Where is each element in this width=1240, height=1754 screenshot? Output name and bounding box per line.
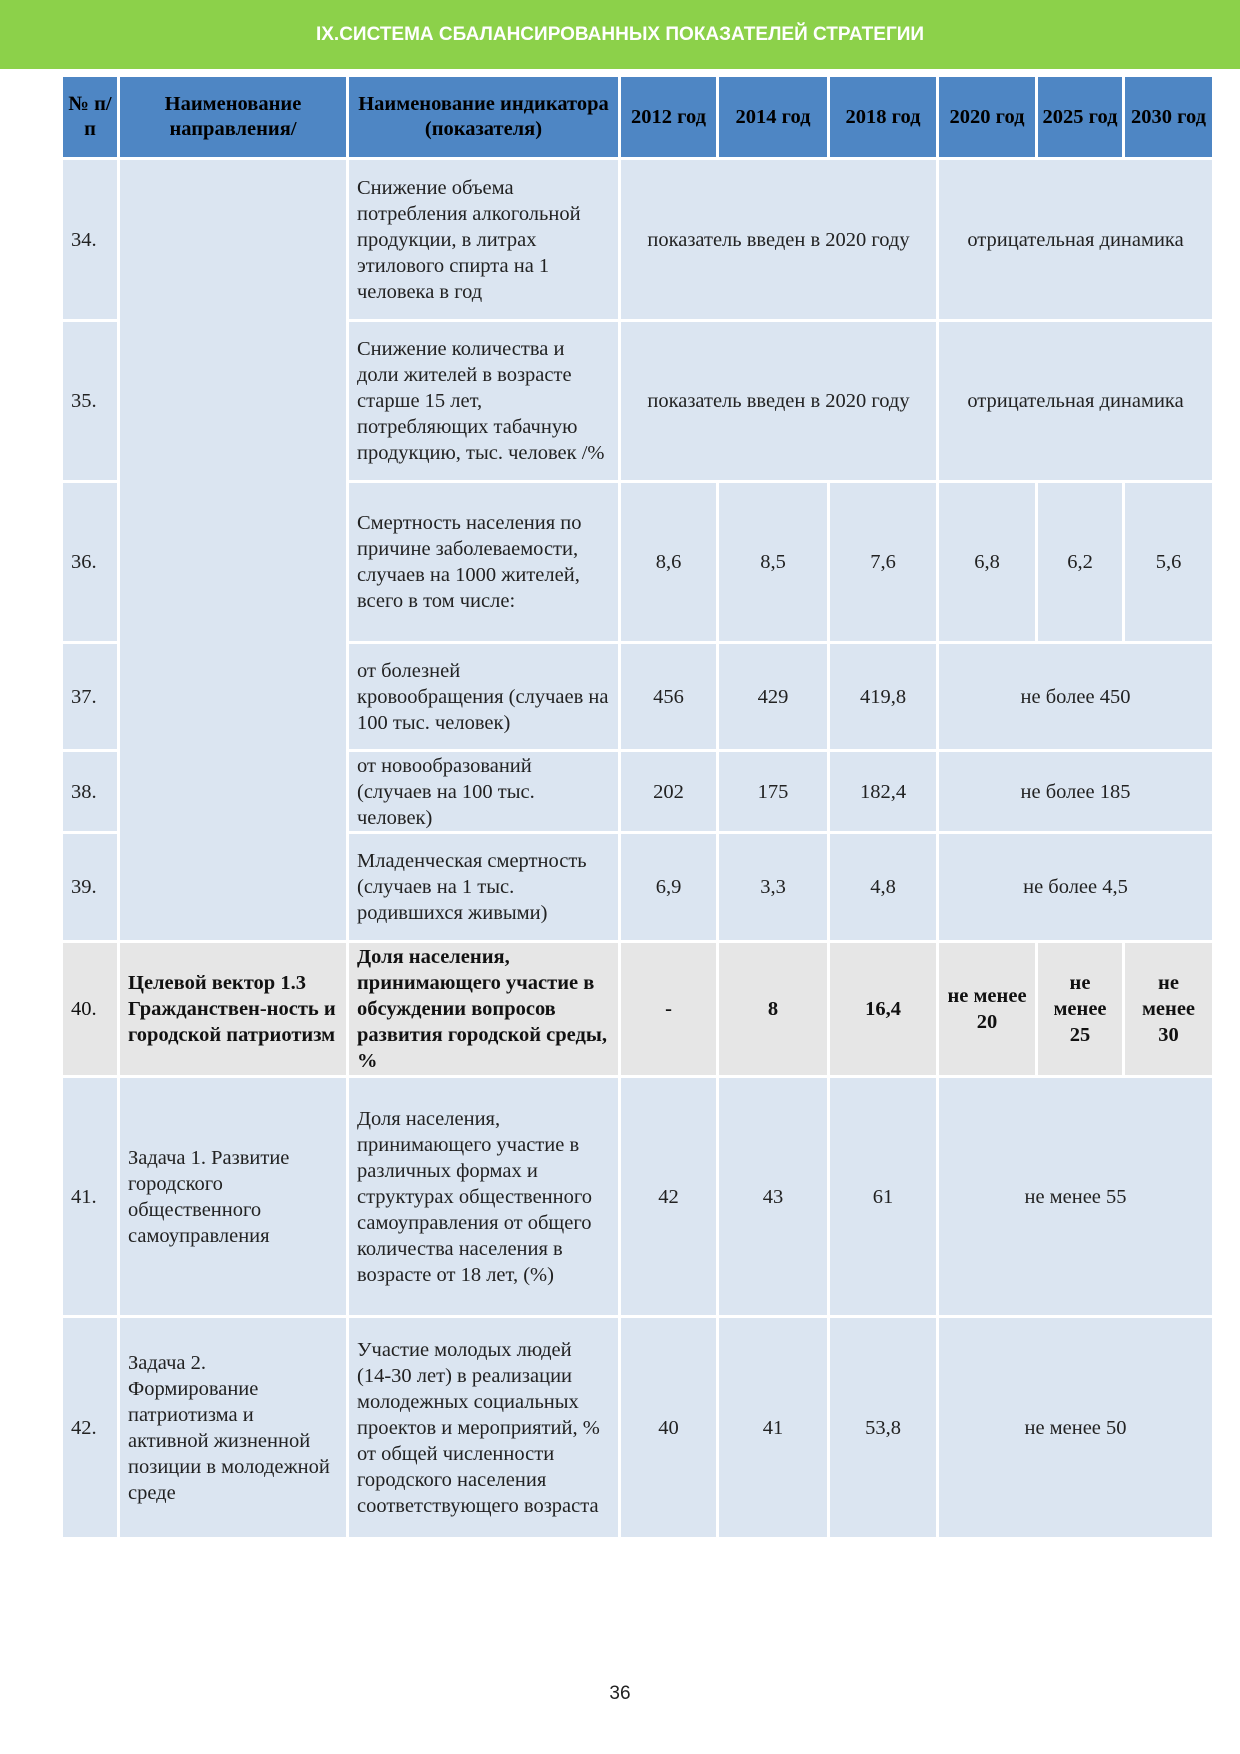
indicator-cell: Снижение объема потребления алкогольной продукции, в литрах этилового спирта на 1 человека в год: [348, 159, 620, 321]
header-2020: 2020 год: [938, 76, 1037, 159]
value-2018: 419,8: [829, 643, 938, 751]
table-row: [62, 159, 1214, 321]
target-cell: не более 4,5: [938, 833, 1214, 942]
value-2014: 429: [718, 643, 829, 751]
section-title: IX.СИСТЕМА СБАЛАНСИРОВАННЫХ ПОКАЗАТЕЛЕЙ СТРАТЕГИИ: [315, 23, 925, 45]
row-number: 41.: [62, 1077, 119, 1317]
row-number: 35.: [62, 321, 119, 482]
value-2014: 8: [718, 942, 829, 1077]
row-number: 40.: [62, 942, 119, 1077]
row-number: 34.: [62, 159, 119, 321]
value-2018: 7,6: [829, 482, 938, 643]
indicator-cell: Младенческая смертность (случаев на 1 тыс. родившихся живыми): [348, 833, 620, 942]
table-header-row: [62, 76, 1214, 159]
target-cell: отрицательная динамика: [938, 321, 1214, 482]
header-2018: 2018 год: [829, 76, 938, 159]
header-num: № п/п: [62, 76, 119, 159]
introduced-note: показатель введен в 2020 году: [620, 321, 938, 482]
table-row: [62, 1317, 1214, 1539]
target-cell: не менее 55: [938, 1077, 1214, 1317]
row-number: 38.: [62, 751, 119, 833]
header-indicator: Наименование индикатора (показателя): [348, 76, 620, 159]
header-2014: 2014 год: [718, 76, 829, 159]
indicator-cell: от болезней кровообращения (случаев на 100 тыс. человек): [348, 643, 620, 751]
header-2025: 2025 год: [1037, 76, 1124, 159]
value-2025: не менее 25: [1037, 942, 1124, 1077]
page-number: 36: [609, 1683, 631, 1704]
indicator-cell: Доля населения, принимающего участие в различных формах и структурах общественного самоуправления от общего количества населения в возрасте от 18 лет, (%): [348, 1077, 620, 1317]
table-row-vector: [62, 942, 1214, 1077]
value-2014: 41: [718, 1317, 829, 1539]
indicator-cell: Доля населения, принимающего участие в обсуждении вопросов развития городской среды, %: [348, 942, 620, 1077]
value-2018: 182,4: [829, 751, 938, 833]
row-number: 37.: [62, 643, 119, 751]
target-cell: не более 185: [938, 751, 1214, 833]
value-2020: 6,8: [938, 482, 1037, 643]
row-number: 36.: [62, 482, 119, 643]
value-2012: 456: [620, 643, 718, 751]
value-2025: 6,2: [1037, 482, 1124, 643]
indicator-cell: Участие молодых людей (14-30 лет) в реализации молодежных социальных проектов и мероприятий, % от общей численности городского населения соответствующего возраста: [348, 1317, 620, 1539]
value-2012: 8,6: [620, 482, 718, 643]
direction-cell: Задача 2. Формирование патриотизма и активной жизненной позиции в молодежной среде: [119, 1317, 348, 1539]
value-2018: 4,8: [829, 833, 938, 942]
header-2030: 2030 год: [1124, 76, 1214, 159]
target-cell: отрицательная динамика: [938, 159, 1214, 321]
row-number: 39.: [62, 833, 119, 942]
value-2030: не менее 30: [1124, 942, 1214, 1077]
direction-cell: Задача 1. Развитие городского общественного самоуправления: [119, 1077, 348, 1317]
indicator-cell: от новообразований (случаев на 100 тыс. человек): [348, 751, 620, 833]
header-2012: 2012 год: [620, 76, 718, 159]
value-2018: 53,8: [829, 1317, 938, 1539]
indicator-cell: Смертность населения по причине заболеваемости, случаев на 1000 жителей, всего в том числе:: [348, 482, 620, 643]
introduced-note: показатель введен в 2020 году: [620, 159, 938, 321]
target-cell: не менее 50: [938, 1317, 1214, 1539]
value-2020: не менее 20: [938, 942, 1037, 1077]
value-2012: 202: [620, 751, 718, 833]
section-banner: [0, 0, 1240, 69]
row-number: 42.: [62, 1317, 119, 1539]
value-2012: 42: [620, 1077, 718, 1317]
value-2012: 40: [620, 1317, 718, 1539]
indicator-cell: Снижение количества и доли жителей в возрасте старше 15 лет, потребляющих табачную продукцию, тыс. человек /%: [348, 321, 620, 482]
indicators-table: [60, 74, 1215, 1540]
direction-cell-empty: [119, 159, 348, 942]
direction-cell: Целевой вектор 1.3 Гражданствен-ность и городской патриотизм: [119, 942, 348, 1077]
value-2012: -: [620, 942, 718, 1077]
value-2014: 43: [718, 1077, 829, 1317]
value-2014: 3,3: [718, 833, 829, 942]
value-2012: 6,9: [620, 833, 718, 942]
value-2018: 61: [829, 1077, 938, 1317]
header-direction: Наименование направления/: [119, 76, 348, 159]
value-2014: 175: [718, 751, 829, 833]
table-row: [62, 1077, 1214, 1317]
value-2014: 8,5: [718, 482, 829, 643]
value-2030: 5,6: [1124, 482, 1214, 643]
value-2018: 16,4: [829, 942, 938, 1077]
target-cell: не более 450: [938, 643, 1214, 751]
